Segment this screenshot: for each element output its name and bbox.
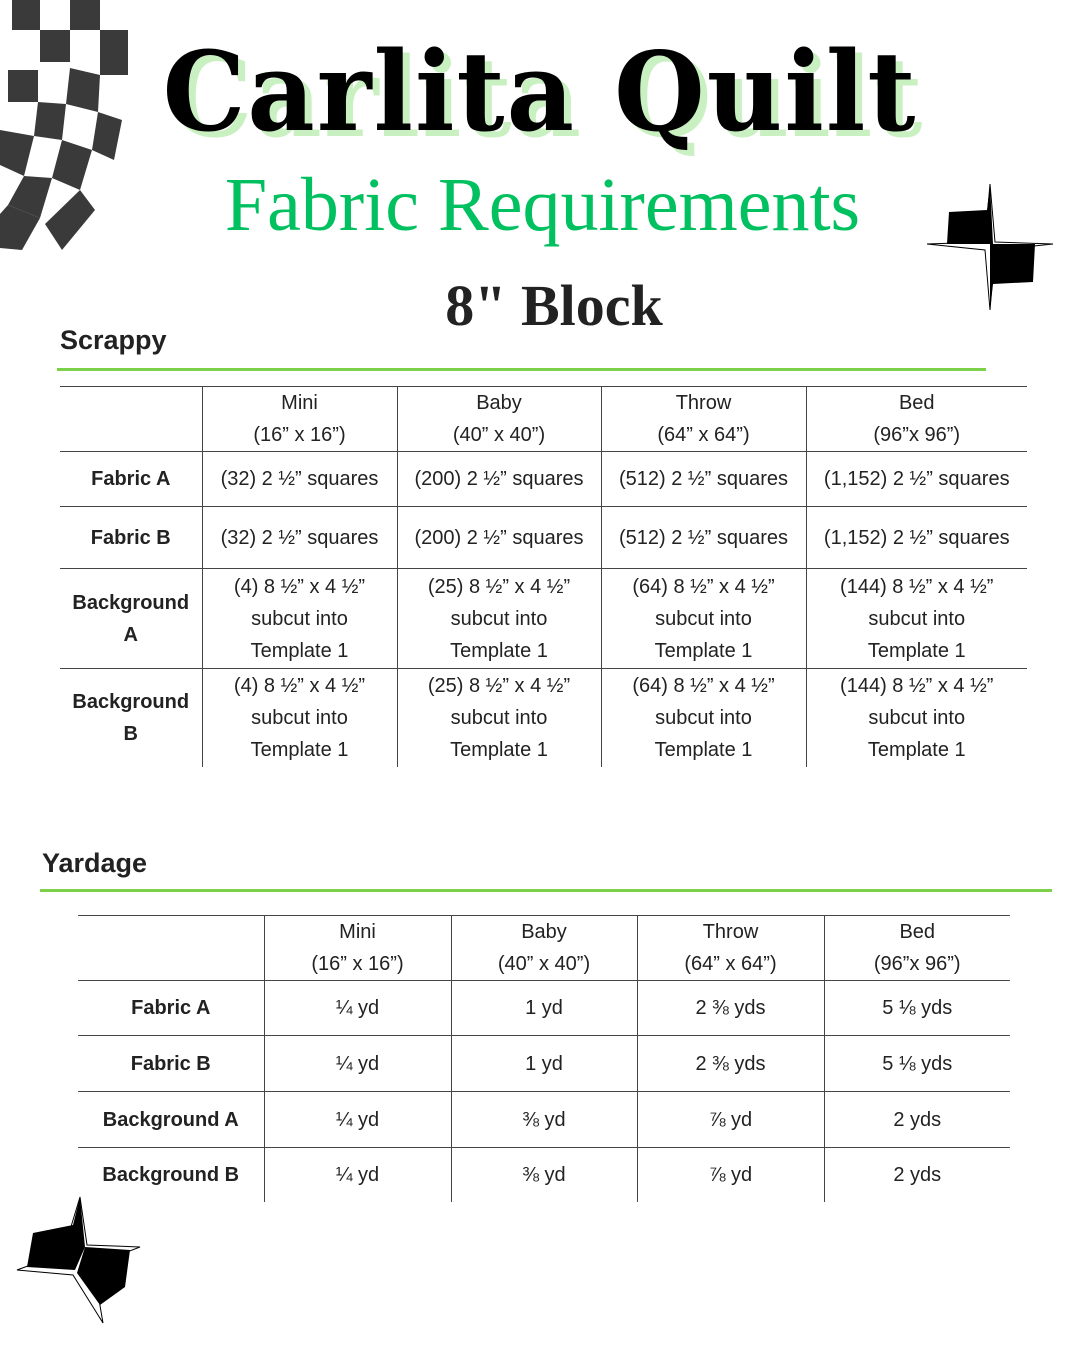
row-header: Background B [60,669,202,767]
column-header: Throw (64” x 64”) [601,387,806,452]
table-cell: ¼ yd [264,981,451,1036]
table-cell: ¼ yd [264,1092,451,1148]
table-cell: (64) 8 ½” x 4 ½” subcut into Template 1 [601,669,806,767]
table-cell: (200) 2 ½” squares [397,452,601,507]
table-cell: (1,152) 2 ½” squares [806,452,1027,507]
star-block-decoration [15,1195,145,1325]
table-cell: (64) 8 ½” x 4 ½” subcut into Template 1 [601,569,806,669]
table-cell: 1 yd [451,1036,637,1092]
row-header: Background A [78,1092,264,1148]
row-header: Fabric A [78,981,264,1036]
column-header: Mini (16” x 16”) [264,916,451,981]
page-title: Carlita Quilt [162,26,918,157]
column-header [60,387,202,452]
table-cell: 5 ⅛ yds [824,1036,1010,1092]
table-cell: ⅜ yd [451,1148,637,1202]
table-cell: 5 ⅛ yds [824,981,1010,1036]
table-cell: ⅞ yd [637,1148,824,1202]
table-cell: 2 yds [824,1148,1010,1202]
table-cell: (32) 2 ½” squares [202,507,397,569]
yardage-heading: Yardage [42,848,148,878]
table-row [78,1036,1010,1092]
table-cell: (25) 8 ½” x 4 ½” subcut into Template 1 [397,569,601,669]
table-cell: (4) 8 ½” x 4 ½” subcut into Template 1 [202,569,397,669]
table-cell: (1,152) 2 ½” squares [806,507,1027,569]
table-cell: (144) 8 ½” x 4 ½” subcut into Template 1 [806,569,1027,669]
scrappy-heading: Scrappy [60,325,167,355]
row-header: Fabric A [60,452,202,507]
row-header: Background A [60,569,202,669]
yardage-table [78,915,1010,1202]
row-header: Fabric B [78,1036,264,1092]
column-header: Bed (96”x 96”) [824,916,1010,981]
table-row [78,1092,1010,1148]
scrappy-table [60,386,1027,767]
column-header [78,916,264,981]
divider [57,368,986,371]
block-size-heading: 8" Block [445,273,663,338]
table-cell: 2 yds [824,1092,1010,1148]
table-cell: ¼ yd [264,1036,451,1092]
column-header: Baby (40” x 40”) [397,387,601,452]
table-cell: (144) 8 ½” x 4 ½” subcut into Template 1 [806,669,1027,767]
table-cell: (32) 2 ½” squares [202,452,397,507]
row-header: Fabric B [60,507,202,569]
table-cell: (25) 8 ½” x 4 ½” subcut into Template 1 [397,669,601,767]
table-cell: (4) 8 ½” x 4 ½” subcut into Template 1 [202,669,397,767]
table-cell: 1 yd [451,981,637,1036]
column-header: Baby (40” x 40”) [451,916,637,981]
row-header: Background B [78,1148,264,1202]
table-cell: ⅞ yd [637,1092,824,1148]
table-row [60,569,1027,669]
table-header-row [60,387,1027,452]
column-header: Mini (16” x 16”) [202,387,397,452]
table-row [60,507,1027,569]
table-row [60,669,1027,767]
column-header: Bed (96”x 96”) [806,387,1027,452]
table-cell: (512) 2 ½” squares [601,507,806,569]
column-header: Throw (64” x 64”) [637,916,824,981]
table-cell: (512) 2 ½” squares [601,452,806,507]
table-cell: 2 ⅜ yds [637,981,824,1036]
table-row [60,452,1027,507]
table-header-row [78,916,1010,981]
divider [40,889,1052,892]
table-cell: ⅜ yd [451,1092,637,1148]
table-row [78,981,1010,1036]
table-cell: (200) 2 ½” squares [397,507,601,569]
table-cell: 2 ⅜ yds [637,1036,824,1092]
table-row [78,1148,1010,1202]
table-cell: ¼ yd [264,1148,451,1202]
page-subtitle: Fabric Requirements [224,163,861,247]
